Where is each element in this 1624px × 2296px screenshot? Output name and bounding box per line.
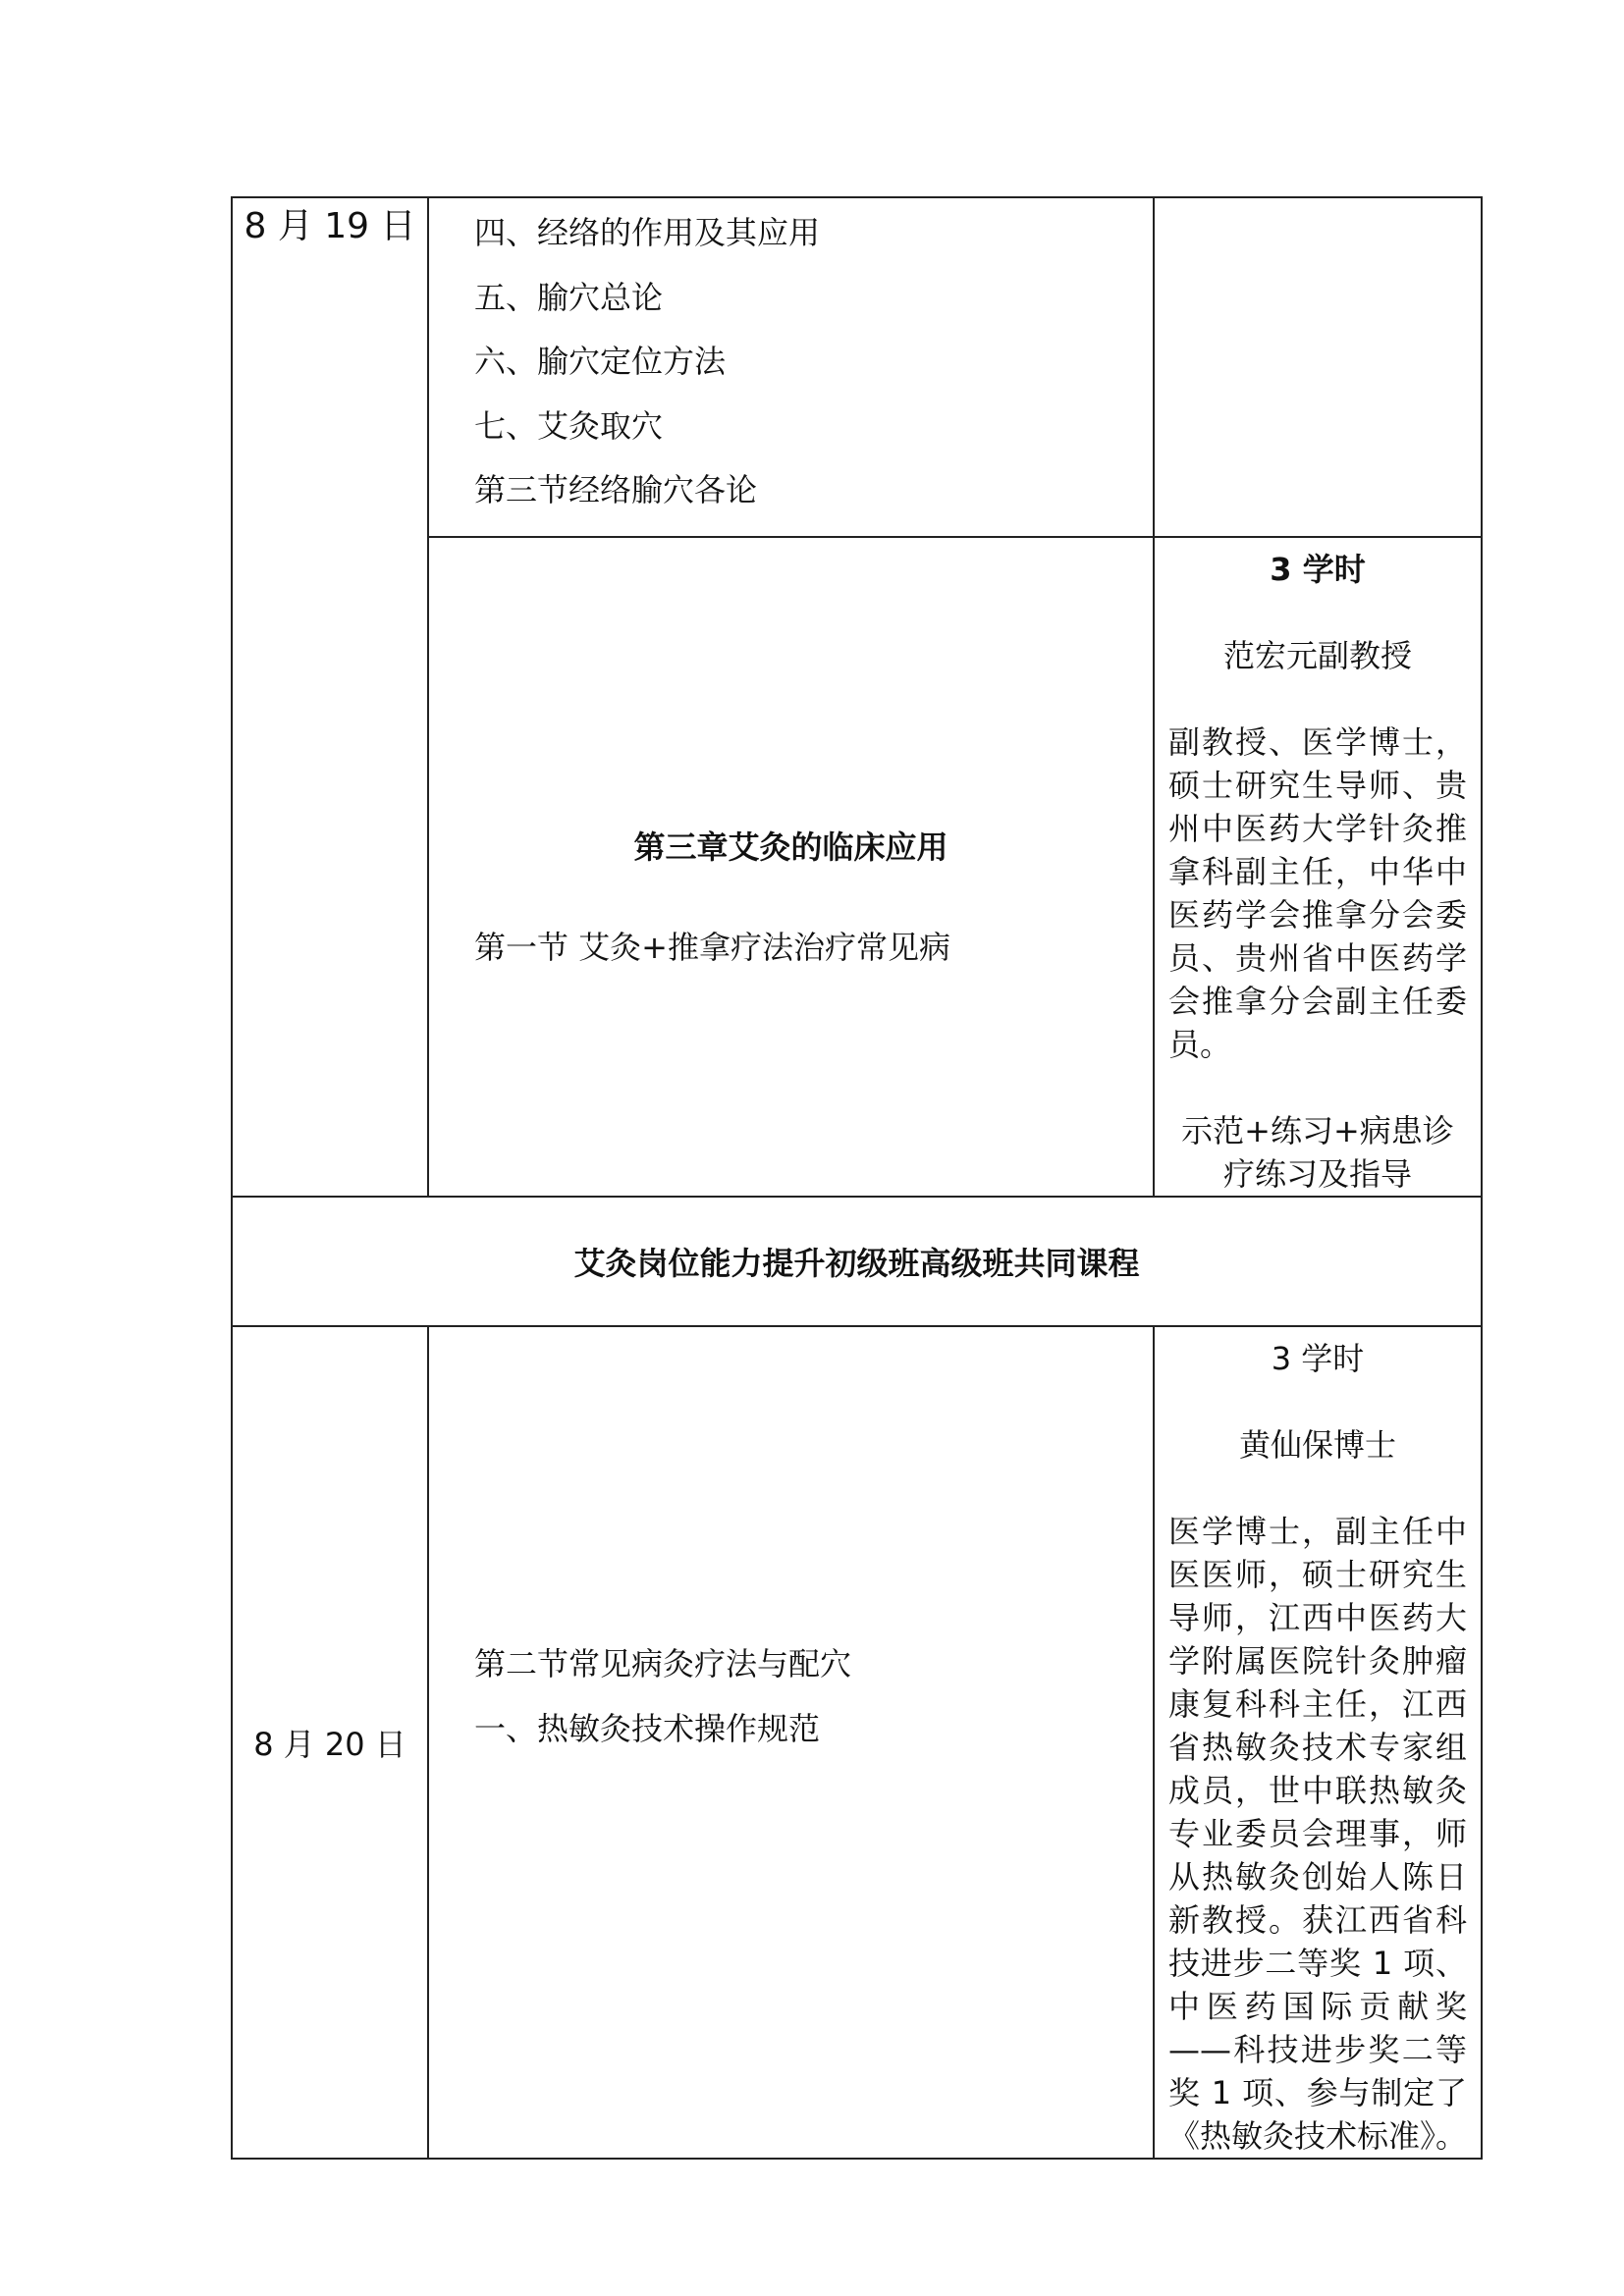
topic-cell	[428, 197, 1154, 537]
topic-cell	[428, 537, 1154, 1197]
instructor-cell	[1154, 537, 1482, 1197]
section-title: 第一节 艾灸+推拿疗法治疗常见病	[474, 928, 950, 966]
course-banner	[232, 1197, 1482, 1326]
date-cell-aug20	[232, 1326, 428, 2159]
list-item: 五、腧穴总论	[474, 278, 664, 316]
topic-cell	[428, 1326, 1154, 2159]
list-item: 四、经络的作用及其应用	[474, 214, 821, 251]
teaching-method: 示范+练习+病患诊疗练习及指导	[1181, 1111, 1454, 1193]
instructor-cell	[1154, 1326, 1482, 2159]
teacher-bio: 副教授、医学博士，硕士研究生导师、贵州中医药大学针灸推拿科副主任，中华中医药学会推拿分会委员、贵州省中医药学会推拿分会副主任委员。	[1168, 722, 1467, 1063]
hours-label: 3 学时	[1271, 1339, 1365, 1377]
date-label: 8 月 19 日	[244, 206, 416, 246]
list-item: 一、热敏灸技术操作规范	[474, 1709, 821, 1747]
info-cell-empty	[1154, 197, 1482, 537]
list-item: 第三节经络腧穴各论	[474, 471, 758, 508]
date-cell-aug19	[232, 197, 428, 1197]
teacher-bio: 医学博士，副主任中医医师，硕士研究生导师，江西中医药大学附属医院针灸肿瘤康复科科主任，江西省热敏灸技术专家组成员，世中联热敏灸专业委员会理事，师从热敏灸创始人陈日新教授。获江西省科技进步二等奖 1 项、中医药国际贡献奖——科技进步奖二等奖 1 项、参与制定了《热敏灸技术标准》。	[1168, 1512, 1468, 2155]
table-row	[232, 1197, 1482, 1326]
date-label: 8 月 20 日	[253, 1725, 406, 1763]
list-item: 第二节常见病灸疗法与配穴	[474, 1644, 852, 1682]
table-row	[232, 197, 1482, 537]
hours-label: 3 学时	[1270, 550, 1366, 588]
schedule-table	[231, 196, 1483, 2160]
list-item: 七、艾灸取穴	[474, 406, 664, 445]
teacher-name: 范宏元副教授	[1222, 636, 1412, 674]
list-item: 六、腧穴定位方法	[474, 343, 727, 380]
table-row	[232, 1326, 1482, 2159]
teacher-name: 黄仙保博士	[1238, 1425, 1396, 1464]
banner-title: 艾灸岗位能力提升初级班高级班共同课程	[573, 1244, 1140, 1282]
chapter-title: 第三章艾灸的临床应用	[633, 828, 948, 866]
